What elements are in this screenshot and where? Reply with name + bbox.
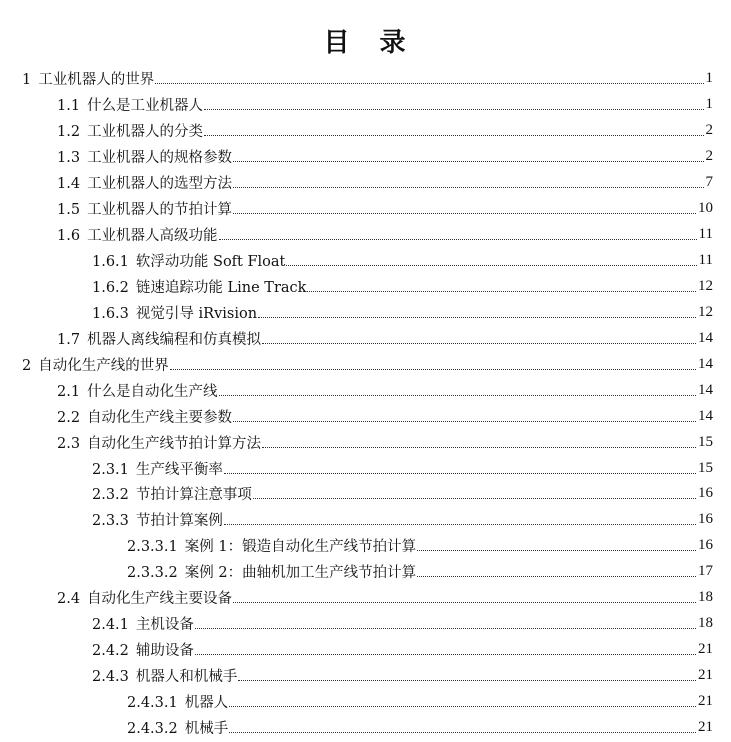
- toc-entry[interactable]: [0, 611, 731, 637]
- dot-leader: [204, 135, 703, 136]
- toc-entry-label: 案例 2：曲轴机加工生产线节拍计算: [184, 565, 417, 582]
- toc-entry-label: 案例 1：锻造自动化生产线节拍计算: [184, 539, 417, 556]
- dot-leader: [233, 421, 696, 422]
- toc-entry-label: 自动化生产线节拍计算方法: [87, 435, 262, 452]
- dot-leader: [195, 654, 696, 655]
- toc-entry-number: 2.3.3.2: [127, 565, 178, 582]
- toc-page-number: 12: [698, 277, 713, 294]
- toc-entry-label: 工业机器人的分类: [87, 124, 204, 141]
- toc-entry[interactable]: [0, 118, 731, 144]
- toc-entry-title: [57, 432, 261, 453]
- dot-leader: [233, 213, 696, 214]
- toc-entry-title: [57, 380, 218, 401]
- toc-entry-title: [127, 717, 228, 738]
- toc-entry-title: [127, 561, 416, 582]
- toc-entry[interactable]: [0, 222, 731, 248]
- toc-entry-label: 生产线平衡率: [135, 461, 223, 478]
- toc-entry[interactable]: [0, 403, 731, 429]
- toc-entry-title: [92, 276, 306, 297]
- toc-entry-title: [57, 198, 232, 219]
- toc-entry-title: [92, 665, 237, 686]
- toc-entry[interactable]: [0, 481, 731, 507]
- toc-entry-title: [57, 146, 232, 167]
- toc-entry[interactable]: [0, 196, 731, 222]
- toc-entry[interactable]: [0, 274, 731, 300]
- dot-leader: [417, 576, 696, 577]
- toc-entry-number: 2.3.2: [92, 487, 129, 504]
- toc-entry-number: 1.3: [57, 150, 81, 167]
- toc-entry-label: 视觉引导 iRvision: [135, 305, 258, 322]
- toc-entry-number: 1: [22, 72, 32, 89]
- toc-page-number: 14: [698, 407, 713, 424]
- toc-entry-number: 1.6.1: [92, 254, 129, 271]
- toc-page-number: 2: [705, 122, 713, 139]
- toc-entry-label: 机械手: [184, 720, 229, 737]
- dot-leader: [417, 550, 696, 551]
- toc-entry-number: 1.6.2: [92, 279, 129, 296]
- toc-page-number: 21: [698, 692, 713, 709]
- toc-entry-number: 1.6.3: [92, 305, 129, 322]
- toc-entry-label: 机器人: [184, 694, 229, 711]
- toc-page-number: 14: [698, 355, 713, 372]
- toc-entry-number: 1.5: [57, 202, 81, 219]
- toc-entry-number: 2.1: [57, 383, 81, 400]
- page-title: 目 录: [323, 28, 408, 58]
- toc-entry[interactable]: [0, 325, 731, 351]
- toc-page-number: 1: [705, 70, 713, 87]
- toc-entry[interactable]: [0, 507, 731, 533]
- toc-page-number: 15: [698, 433, 713, 450]
- toc-page-number: 7: [705, 174, 713, 191]
- toc-entry-number: 2.4.3.2: [127, 720, 178, 737]
- toc-entry-title: [127, 691, 228, 712]
- toc-entry-title: [57, 94, 203, 115]
- toc-entry-label: 自动化生产线主要参数: [87, 409, 233, 426]
- toc-entry-title: [22, 68, 154, 89]
- toc-entry[interactable]: [0, 144, 731, 170]
- toc-entry-title: [57, 406, 232, 427]
- toc-page-number: 11: [698, 252, 713, 269]
- toc-page-number: 21: [698, 718, 713, 735]
- dot-leader: [204, 109, 703, 110]
- toc-page-number: 14: [698, 381, 713, 398]
- toc-entry-number: 2.3.3.1: [127, 539, 178, 556]
- toc-entry-number: 2.3.1: [92, 461, 129, 478]
- toc-page-number: 16: [698, 485, 713, 502]
- dot-leader: [219, 395, 696, 396]
- toc-entry-title: [22, 354, 169, 375]
- toc-entry[interactable]: [0, 299, 731, 325]
- toc-page-number: 16: [698, 537, 713, 554]
- toc-entry[interactable]: [0, 663, 731, 689]
- dot-leader: [195, 628, 696, 629]
- toc-entry-label: 软浮动功能 Soft Float: [135, 254, 286, 271]
- toc-entry-label: 机器人和机械手: [135, 669, 238, 686]
- toc-entry[interactable]: [0, 455, 731, 481]
- toc-entry[interactable]: [0, 92, 731, 118]
- dot-leader: [233, 187, 703, 188]
- toc-page-number: 21: [698, 667, 713, 684]
- dot-leader: [224, 473, 696, 474]
- toc-entry-label: 工业机器人的世界: [38, 72, 155, 89]
- toc-entry-number: 2.2: [57, 409, 81, 426]
- toc-page-number: 15: [698, 459, 713, 476]
- dot-leader: [219, 239, 697, 240]
- dot-leader: [229, 706, 696, 707]
- toc-entry-number: 1.6: [57, 228, 81, 245]
- toc-entry[interactable]: [0, 559, 731, 585]
- dot-leader: [224, 524, 696, 525]
- toc-entry-label: 链速追踪功能 Line Track: [135, 279, 307, 296]
- toc-entry[interactable]: [0, 533, 731, 559]
- toc-entry-label: 自动化生产线的世界: [38, 357, 169, 374]
- toc-entry[interactable]: [0, 170, 731, 196]
- dot-leader: [155, 83, 703, 84]
- table-of-contents: [0, 66, 731, 740]
- toc-entry-title: [57, 328, 261, 349]
- toc-entry[interactable]: [0, 66, 731, 92]
- toc-entry-label: 节拍计算案例: [135, 513, 223, 530]
- dot-leader: [262, 447, 696, 448]
- toc-page-number: 10: [698, 200, 713, 217]
- toc-page-number: 2: [705, 148, 713, 165]
- toc-entry-title: [92, 250, 285, 271]
- dot-leader: [286, 265, 696, 266]
- toc-page-number: 1: [705, 96, 713, 113]
- toc-entry-title: [57, 120, 203, 141]
- toc-entry-number: 2.4.1: [92, 617, 129, 634]
- toc-entry-title: [92, 613, 194, 634]
- toc-page-number: 14: [698, 329, 713, 346]
- toc-page-number: 11: [698, 226, 713, 243]
- toc-entry-label: 什么是工业机器人: [87, 98, 204, 115]
- dot-leader: [253, 498, 696, 499]
- toc-entry-title: [92, 639, 194, 660]
- toc-entry-label: 什么是自动化生产线: [87, 383, 218, 400]
- toc-entry[interactable]: [0, 689, 731, 715]
- toc-entry-label: 工业机器人的节拍计算: [87, 202, 233, 219]
- toc-page-number: 21: [698, 641, 713, 658]
- toc-entry-label: 工业机器人高级功能: [87, 228, 218, 245]
- dot-leader: [238, 680, 696, 681]
- dot-leader: [233, 161, 703, 162]
- toc-entry-number: 1.7: [57, 331, 81, 348]
- dot-leader: [229, 732, 696, 733]
- toc-entry-title: [92, 458, 223, 479]
- toc-entry-title: [57, 587, 232, 608]
- toc-entry-label: 自动化生产线主要设备: [87, 591, 233, 608]
- toc-entry[interactable]: [0, 637, 731, 663]
- toc-entry-number: 1.1: [57, 98, 81, 115]
- dot-leader: [258, 317, 696, 318]
- toc-entry-title: [92, 509, 223, 530]
- toc-entry-number: 1.4: [57, 176, 81, 193]
- toc-entry-label: 节拍计算注意事项: [135, 487, 252, 504]
- toc-entry-number: 2.4.2: [92, 643, 129, 660]
- toc-entry-label: 工业机器人的选型方法: [87, 176, 233, 193]
- dot-leader: [170, 369, 696, 370]
- toc-entry-label: 机器人离线编程和仿真模拟: [87, 331, 262, 348]
- toc-entry[interactable]: [0, 248, 731, 274]
- toc-entry-label: 工业机器人的规格参数: [87, 150, 233, 167]
- toc-entry-number: 2.4.3: [92, 669, 129, 686]
- toc-entry-number: 2.3: [57, 435, 81, 452]
- toc-entry[interactable]: [0, 377, 731, 403]
- toc-entry-label: 主机设备: [135, 617, 194, 634]
- toc-entry[interactable]: [0, 351, 731, 377]
- toc-entry-number: 2.4.3.1: [127, 694, 178, 711]
- dot-leader: [262, 343, 696, 344]
- toc-page-number: 18: [698, 615, 713, 632]
- toc-entry-title: [57, 172, 232, 193]
- toc-entry-title: [127, 535, 416, 556]
- toc-entry-number: 2.4: [57, 591, 81, 608]
- toc-page-number: 12: [698, 303, 713, 320]
- toc-entry-title: [57, 224, 218, 245]
- toc-entry-number: 1.2: [57, 124, 81, 141]
- toc-entry-number: 2: [22, 357, 32, 374]
- toc-entry[interactable]: [0, 585, 731, 611]
- toc-page-number: 18: [698, 589, 713, 606]
- toc-entry-number: 2.3.3: [92, 513, 129, 530]
- toc-page-number: 17: [698, 563, 713, 580]
- toc-page-number: 16: [698, 511, 713, 528]
- dot-leader: [307, 291, 696, 292]
- toc-entry-title: [92, 302, 257, 323]
- toc-entry[interactable]: [0, 714, 731, 740]
- toc-entry[interactable]: [0, 429, 731, 455]
- toc-entry-title: [92, 483, 252, 504]
- toc-entry-label: 辅助设备: [135, 643, 194, 660]
- dot-leader: [233, 602, 696, 603]
